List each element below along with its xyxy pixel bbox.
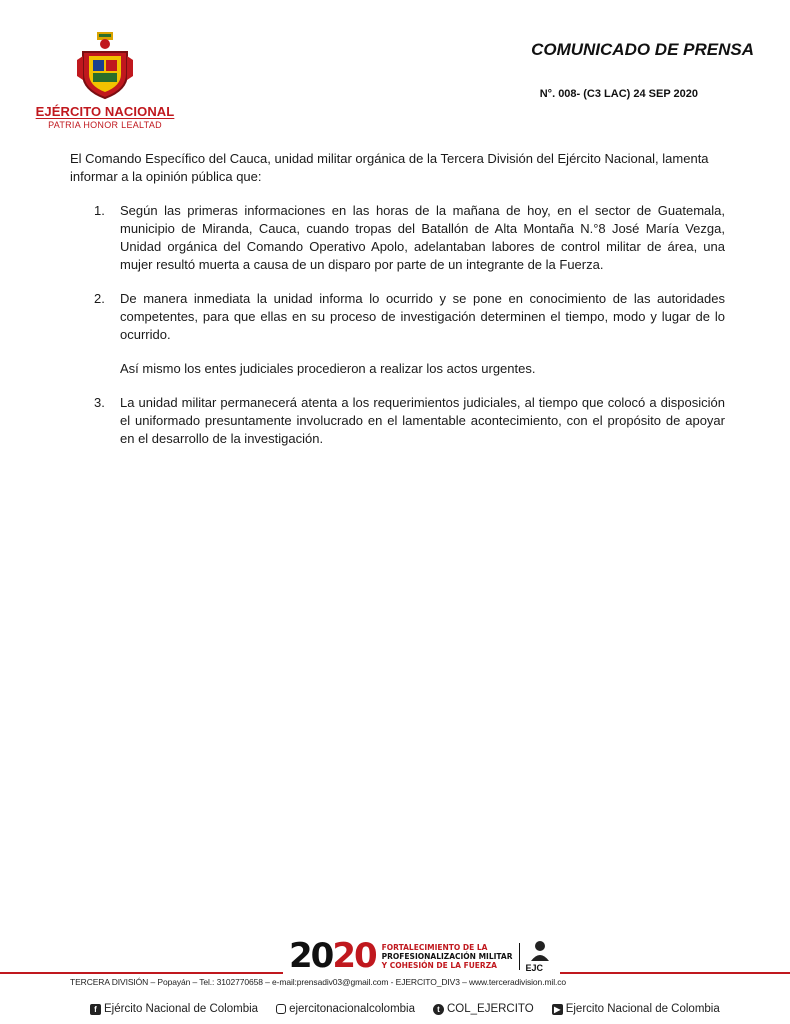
letterhead-logo bbox=[30, 30, 180, 130]
social-label: COL_EJERCITO bbox=[447, 1003, 534, 1015]
item-number: 2. bbox=[94, 291, 105, 306]
numbered-list bbox=[70, 202, 725, 448]
item-text: De manera inmediata la unidad informa lo ocurrido y se pone en conocimiento de las autoridades competentes, para que ellas en su proceso de investigación determinen el tiempo, modo y lugar de lo ocurrido. bbox=[120, 291, 725, 342]
list-item bbox=[94, 394, 725, 448]
campaign-year: 2020 bbox=[289, 936, 376, 976]
coat-of-arms-icon bbox=[75, 30, 135, 102]
document-body bbox=[70, 150, 725, 464]
social-label: ejercitonacionalcolombia bbox=[289, 1003, 415, 1015]
list-item bbox=[94, 202, 725, 274]
item-text: La unidad militar permanecerá atenta a los requerimientos judiciales, al tiempo que colocó a disposición el uniformado presuntamente involucrado en el lamentable acontecimiento, con el propósito de apoyar en el desarrollo de la investigación. bbox=[120, 395, 725, 446]
document-title: COMUNICADO DE PRENSA bbox=[531, 40, 754, 59]
ejc-label: EJC bbox=[525, 963, 544, 973]
item-text: Según las primeras informaciones en las horas de la mañana de hoy, en el sector de Guatemala, municipio de Miranda, Cauca, cuando tropas del Batallón de Alta Montaña N.°8 José María Vezga, Unidad orgánica del Comando Operativo Apolo, adelantaban labores de control militar de área, una mujer resultó muerta a causa de un disparo por parte de un integrante de la Fuerza. bbox=[120, 203, 725, 272]
campaign-logo bbox=[283, 936, 560, 976]
org-name: EJÉRCITO NACIONAL bbox=[35, 104, 175, 119]
ejc-emblem-icon bbox=[526, 939, 554, 973]
org-motto: PATRIA HONOR LEALTAD bbox=[48, 120, 162, 130]
youtube-icon: ▶ bbox=[552, 1004, 563, 1015]
social-links bbox=[90, 1003, 720, 1015]
campaign-slogan: FORTALECIMIENTO DE LA PROFESIONALIZACIÓN MILITAR Y COHESIÓN DE LA FUERZA bbox=[382, 943, 520, 970]
list-item bbox=[94, 290, 725, 378]
instagram-icon bbox=[276, 1004, 286, 1014]
social-youtube[interactable] bbox=[552, 1003, 720, 1015]
facebook-icon: f bbox=[90, 1004, 101, 1015]
contact-info: TERCERA DIVISIÓN – Popayán – Tel.: 3102770658 – e-mail:prensadiv03@gmail.com - EJERCITO_DIV3 – www.terceradivision.mil.co bbox=[70, 977, 567, 987]
social-label: Ejército Nacional de Colombia bbox=[104, 1003, 259, 1015]
item-number: 1. bbox=[94, 203, 105, 218]
social-twitter[interactable] bbox=[433, 1003, 534, 1015]
item-note: Así mismo los entes judiciales procedieron a realizar los actos urgentes. bbox=[120, 361, 536, 376]
item-number: 3. bbox=[94, 395, 105, 410]
social-facebook[interactable] bbox=[90, 1003, 258, 1015]
social-label: Ejercito Nacional de Colombia bbox=[565, 1003, 720, 1015]
document-number: N°. 008- (C3 LAC) 24 SEP 2020 bbox=[539, 88, 698, 100]
social-instagram[interactable] bbox=[276, 1003, 415, 1015]
twitter-icon: t bbox=[433, 1004, 444, 1015]
intro-paragraph: El Comando Específico del Cauca, unidad militar orgánica de la Tercera División del Ejército Nacional, lamenta informar a la opinión pública que: bbox=[70, 151, 709, 184]
